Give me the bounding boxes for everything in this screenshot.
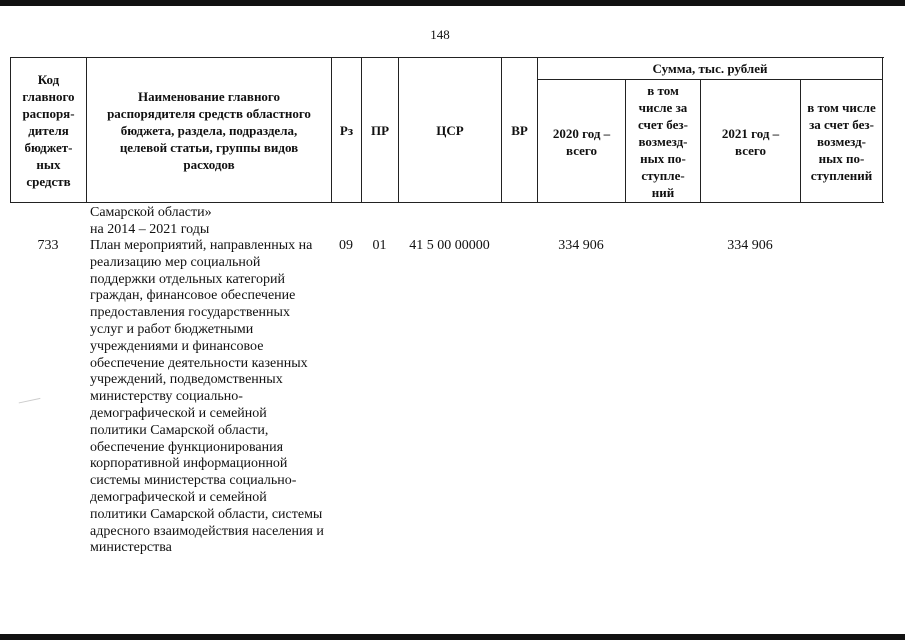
- header-sum: Сумма, тыс. рублей: [537, 57, 883, 79]
- row-2020-total: 334 906: [558, 238, 604, 253]
- header-2021-free: в том числе за счет без-возмезд-ных по-ступлений: [800, 79, 883, 203]
- row-rz: 09: [339, 238, 353, 253]
- page-number: 148: [430, 27, 450, 42]
- row-csr: 41 5 00 00000: [409, 238, 490, 253]
- header-top-rule: [10, 57, 884, 58]
- header-csr: ЦСР: [398, 57, 501, 203]
- row-name: План мероприятий, направленных на реализацию мер социальной поддержки отдельных категорий граждан, финансовое обеспечение предоставления государственных услуг и работ бюджетными учреждениями и финансовое обеспечение деятельности казенных учреждений, подведомственных министерству социально-демографической и семейной политики Самарской области, обеспечение функционирования корпоративной информационной системы министерства социально-демографической и семейной политики Самарской области, системы адресного взаимодействия населения и министерства: [90, 238, 324, 556]
- header-vr: ВР: [501, 57, 537, 203]
- top-scan-border: [0, 0, 905, 6]
- bottom-scan-border: [0, 634, 905, 640]
- header-2021-total: 2021 год – всего: [700, 79, 800, 203]
- scan-artifact-mark: [19, 398, 44, 417]
- header-rz: Рз: [331, 57, 361, 203]
- row-pr: 01: [372, 238, 387, 253]
- header-2020-free: в том числе за счет без-возмезд-ных по-ступле-ний: [625, 79, 700, 203]
- header-bottom-rule: [10, 202, 884, 203]
- continuation-text: Самарской области» на 2014 – 2021 годы: [90, 205, 212, 237]
- row-code: 733: [37, 238, 59, 253]
- header-code: Код главного распоря-дителя бюджет-ных средств: [10, 57, 86, 203]
- row-2021-total: 334 906: [727, 238, 773, 253]
- header-pr: ПР: [361, 57, 398, 203]
- header-2020-total: 2020 год – всего: [537, 79, 625, 203]
- header-name: Наименование главного распорядителя средств областного бюджета, раздела, подраздела, целевой статьи, группы видов расходов: [86, 57, 331, 203]
